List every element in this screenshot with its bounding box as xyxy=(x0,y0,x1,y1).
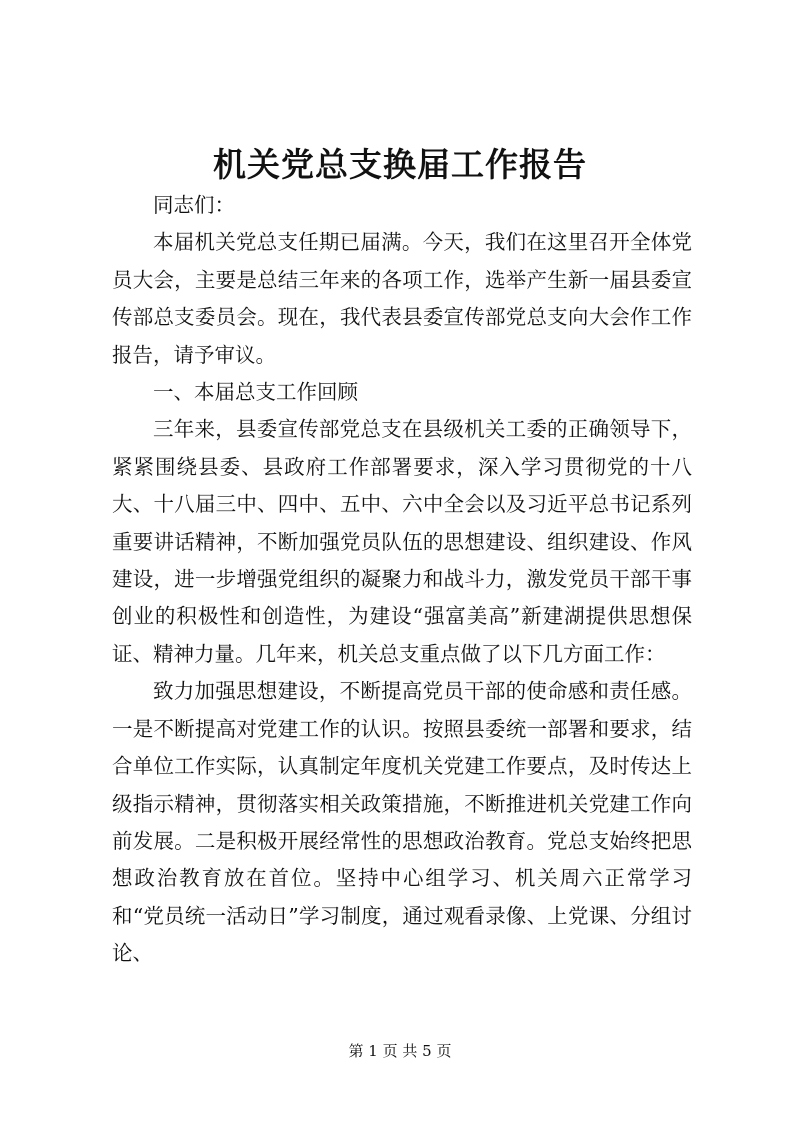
review-paragraph: 三年来，县委宣传部党总支在县级机关工委的正确领导下，紧紧围绕县委、县政府工作部署要求，深入学习贯彻党的十八大、十八届三中、四中、五中、六中全会以及习近平总书记系列重要讲话精神，不断加强党员队伍的思想建设、组织建设、作风建设，进一步增强党组织的凝聚力和战斗力，激发党员干部干事创业的积极性和创造性，为建设“强富美高”新建湖提供思想保证、精神力量。几年来，机关总支重点做了以下几方面工作： xyxy=(112,417,692,666)
page-number-footer: 第 1 页 共 5 页 xyxy=(348,1042,452,1060)
section-heading: 一、本届总支工作回顾 xyxy=(153,380,358,405)
intro-paragraph: 本届机关党总支任期已届满。今天，我们在这里召开全体党员大会，主要是总结三年来的各项工作，选举产生新一届县委宣传部总支委员会。现在，我代表县委宣传部党总支向大会作工作报告，请予审议。 xyxy=(112,230,692,367)
document-body xyxy=(112,187,692,973)
ideology-paragraph: 致力加强思想建设，不断提高党员干部的使命感和责任感。一是不断提高对党建工作的认识。按照县委统一部署和要求，结合单位工作实际，认真制定年度机关党建工作要点，及时传达上级指示精神，贯彻落实相关政策措施，不断推进机关党建工作向前发展。二是积极开展经常性的思想政治教育。党总支始终把思想政治教育放在首位。坚持中心组学习、机关周六正常学习和“党员统一活动日”学习制度，通过观看录像、上党课、分组讨论、 xyxy=(112,679,692,966)
document-title: 机关党总支换届工作报告 xyxy=(213,145,587,184)
salutation-paragraph: 同志们： xyxy=(153,193,235,217)
